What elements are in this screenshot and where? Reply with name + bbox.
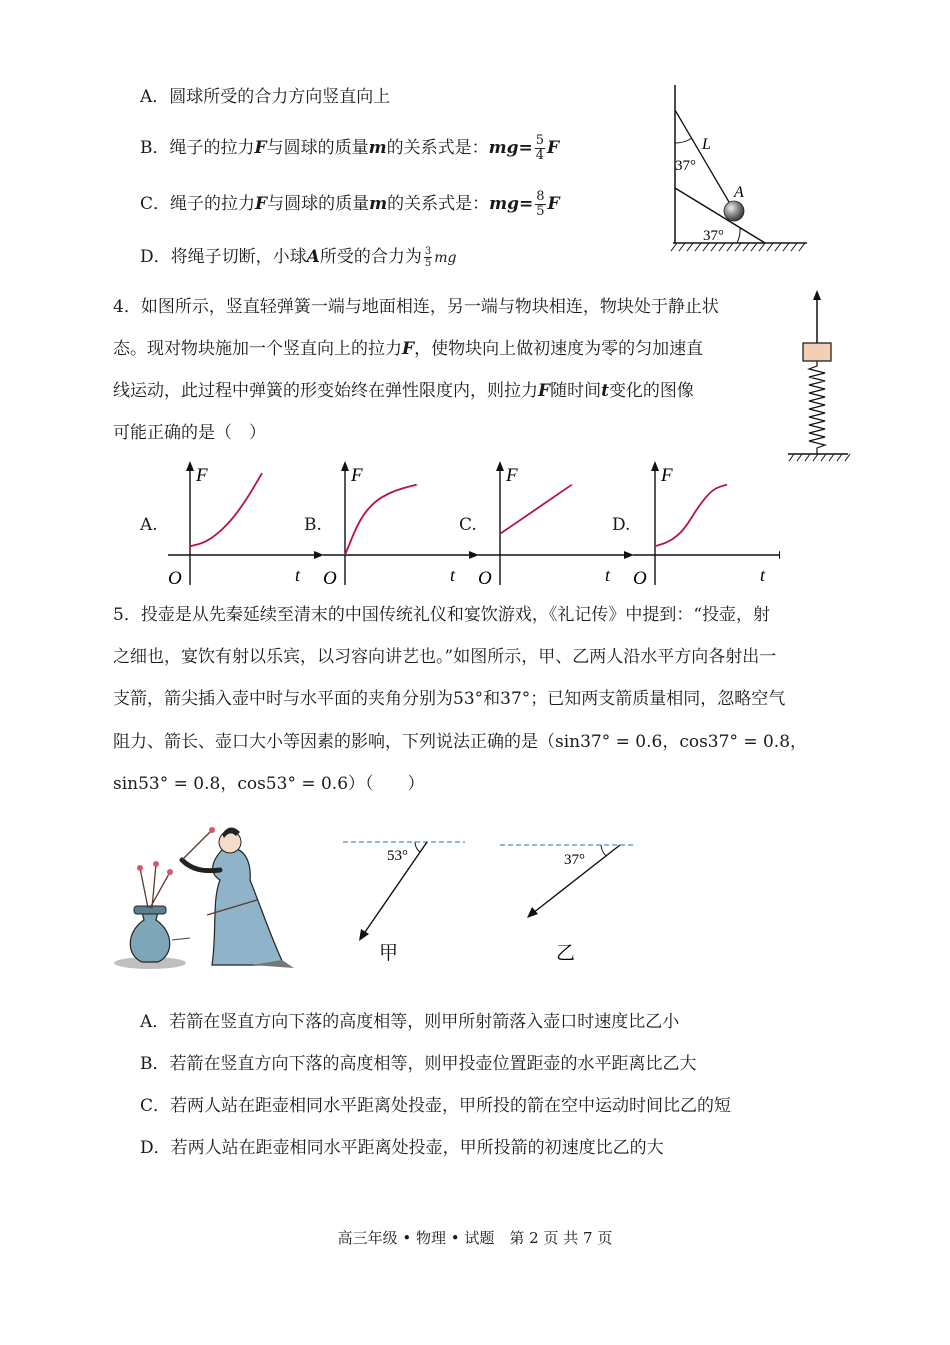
- jia-angle-arc: [415, 842, 420, 852]
- graph-b-curve: [345, 485, 417, 555]
- vase: [130, 912, 170, 962]
- jia-label: 甲: [379, 943, 399, 964]
- q4-line-4: 可能正确的是（ ）: [113, 423, 266, 443]
- graph-d-curve: [655, 485, 727, 547]
- q5-option-c: C．若两人站在距壶相同水平距离处投壶，甲所投的箭在空中运动时间比乙的短: [140, 1096, 732, 1116]
- angle-arc-top: [675, 138, 692, 143]
- q5-line-2: 之细也，宴饮有射以乐宾，以习容向讲艺也。”如图所示，甲、乙两人沿水平方向各射出一: [113, 647, 777, 667]
- person-robe: [212, 848, 284, 965]
- angle-label-bottom: 37°: [703, 228, 724, 244]
- q5-option-a: A．若箭在竖直方向下落的高度相等，则甲所射箭落入壶口时速度比乙小: [140, 1012, 680, 1032]
- yi-arrow-head: [527, 907, 538, 918]
- angle-label-top: 37°: [675, 158, 696, 174]
- q5-line-5: sin53° = 0.8，cos53° = 0.6）（ ）: [113, 774, 425, 794]
- graph-c-y-arrow: [496, 461, 504, 471]
- yi-label: 乙: [556, 943, 576, 964]
- graph-a-x-arrow: [314, 551, 324, 559]
- force-arrow-head: [813, 290, 821, 300]
- graph-d-x-label: t: [760, 565, 766, 585]
- graph-c-x-label: t: [605, 565, 611, 585]
- held-arrow-feather: [209, 827, 215, 833]
- q3-option-c: C．绳子的拉力F与圆球的质量m的关系式是：mg= $\frac{8}{5}$ F: [140, 189, 560, 219]
- q3-incline-figure: [665, 80, 815, 260]
- fraction-8-5: $\frac{8}{5}$: [536, 189, 545, 219]
- jia-arrow-head: [359, 929, 369, 941]
- graph-a-y-arrow: [186, 461, 194, 471]
- q4-graphs: [160, 455, 780, 590]
- touhu-illustration: [112, 820, 302, 975]
- graph-option-b-label: B.: [304, 515, 322, 535]
- graph-b-origin-label: O: [323, 568, 337, 589]
- graph-b-x-label: t: [450, 565, 456, 585]
- block: [803, 343, 831, 361]
- q5-option-b: B．若箭在竖直方向下落的高度相等，则甲投壶位置距壶的水平距离比乙大: [140, 1054, 697, 1074]
- q4-line-3: 线运动，此过程中弹簧的形变始终在弹性限度内，则拉力F随时间t变化的图像: [113, 381, 694, 401]
- graph-b-x-arrow: [469, 551, 479, 559]
- q4-spring-figure: [780, 288, 860, 468]
- graph-a-origin-label: O: [168, 568, 182, 589]
- graph-a-x-label: t: [295, 565, 301, 585]
- yi-angle-label: 37°: [564, 852, 585, 868]
- q3-option-b: B．绳子的拉力F与圆球的质量m的关系式是：mg= $\frac{5}{4}$ F: [140, 133, 560, 163]
- q5-line-3: 支箭，箭尖插入壶中时与水平面的夹角分别为53°和37°；已知两支箭质量相同，忽略空气: [113, 689, 786, 709]
- graph-d-y-arrow: [651, 461, 659, 471]
- yi-angle-arc: [601, 845, 606, 856]
- held-arrow: [182, 830, 212, 860]
- page-footer: 高三年级 • 物理 • 试题 第 2 页 共 7 页: [337, 1229, 613, 1247]
- arrows-in-vase: [140, 864, 170, 908]
- graph-d-y-label: F: [661, 465, 673, 486]
- q4-line-1: 4．如图所示，竖直轻弹簧一端与地面相连，另一端与物块相连，物块处于静止状: [113, 297, 719, 317]
- graph-c-y-label: F: [506, 465, 518, 486]
- fraction-5-4: $\frac{5}{4}$: [535, 133, 544, 163]
- ball-label-a: A: [734, 184, 744, 201]
- q3-option-d: D．将绳子切断，小球A所受的合力为 $\frac{3}{5}$ mg: [140, 246, 457, 269]
- q4-line-2: 态。现对物块施加一个竖直向上的拉力F，使物块向上做初速度为零的匀加速直: [113, 339, 704, 359]
- ground-hatching: [671, 243, 805, 251]
- spring-ground-hatching: [789, 454, 850, 461]
- q3-option-a: [140, 86, 390, 108]
- graph-a-y-label: F: [196, 465, 208, 486]
- graph-b-y-arrow: [341, 461, 349, 471]
- rope-line: [675, 110, 729, 202]
- graph-c-origin-label: O: [478, 568, 492, 589]
- graph-c-x-arrow: [624, 551, 634, 559]
- graph-option-c-label: C.: [459, 515, 477, 535]
- angle-arc-bottom: [737, 228, 740, 243]
- q5-line-4: 阻力、箭长、壶口大小等因素的影响，下列说法正确的是（sin37° = 0.6，cos37° = 0.8，: [113, 732, 808, 752]
- q3-option-a-text: A．圆球所受的合力方向竖直向上: [140, 87, 391, 107]
- q5-line-1: 5．投壶是从先秦延续至清末的中国传统礼仪和宴饮游戏，《礼记传》中提到：“投壶，射: [113, 605, 771, 625]
- graph-option-d-label: D.: [612, 515, 631, 535]
- spring: [809, 361, 825, 454]
- ball-a: [724, 201, 744, 221]
- graph-d-origin-label: O: [633, 568, 647, 589]
- ground-stroke: [172, 938, 190, 940]
- fraction-3-5: $\frac{3}{5}$: [424, 246, 432, 269]
- graph-c-curve: [500, 485, 572, 534]
- jia-angle-label: 53°: [387, 848, 408, 864]
- graph-d-x-arrow: [779, 551, 780, 559]
- rope-label-l: L: [702, 136, 711, 153]
- graph-option-a-label: A.: [140, 515, 158, 535]
- q5-option-d: D．若两人站在距壶相同水平距离处投壶，甲所投箭的初速度比乙的大: [140, 1138, 664, 1158]
- graph-b-y-label: F: [351, 465, 363, 486]
- q5-arrow-figures: [335, 835, 645, 970]
